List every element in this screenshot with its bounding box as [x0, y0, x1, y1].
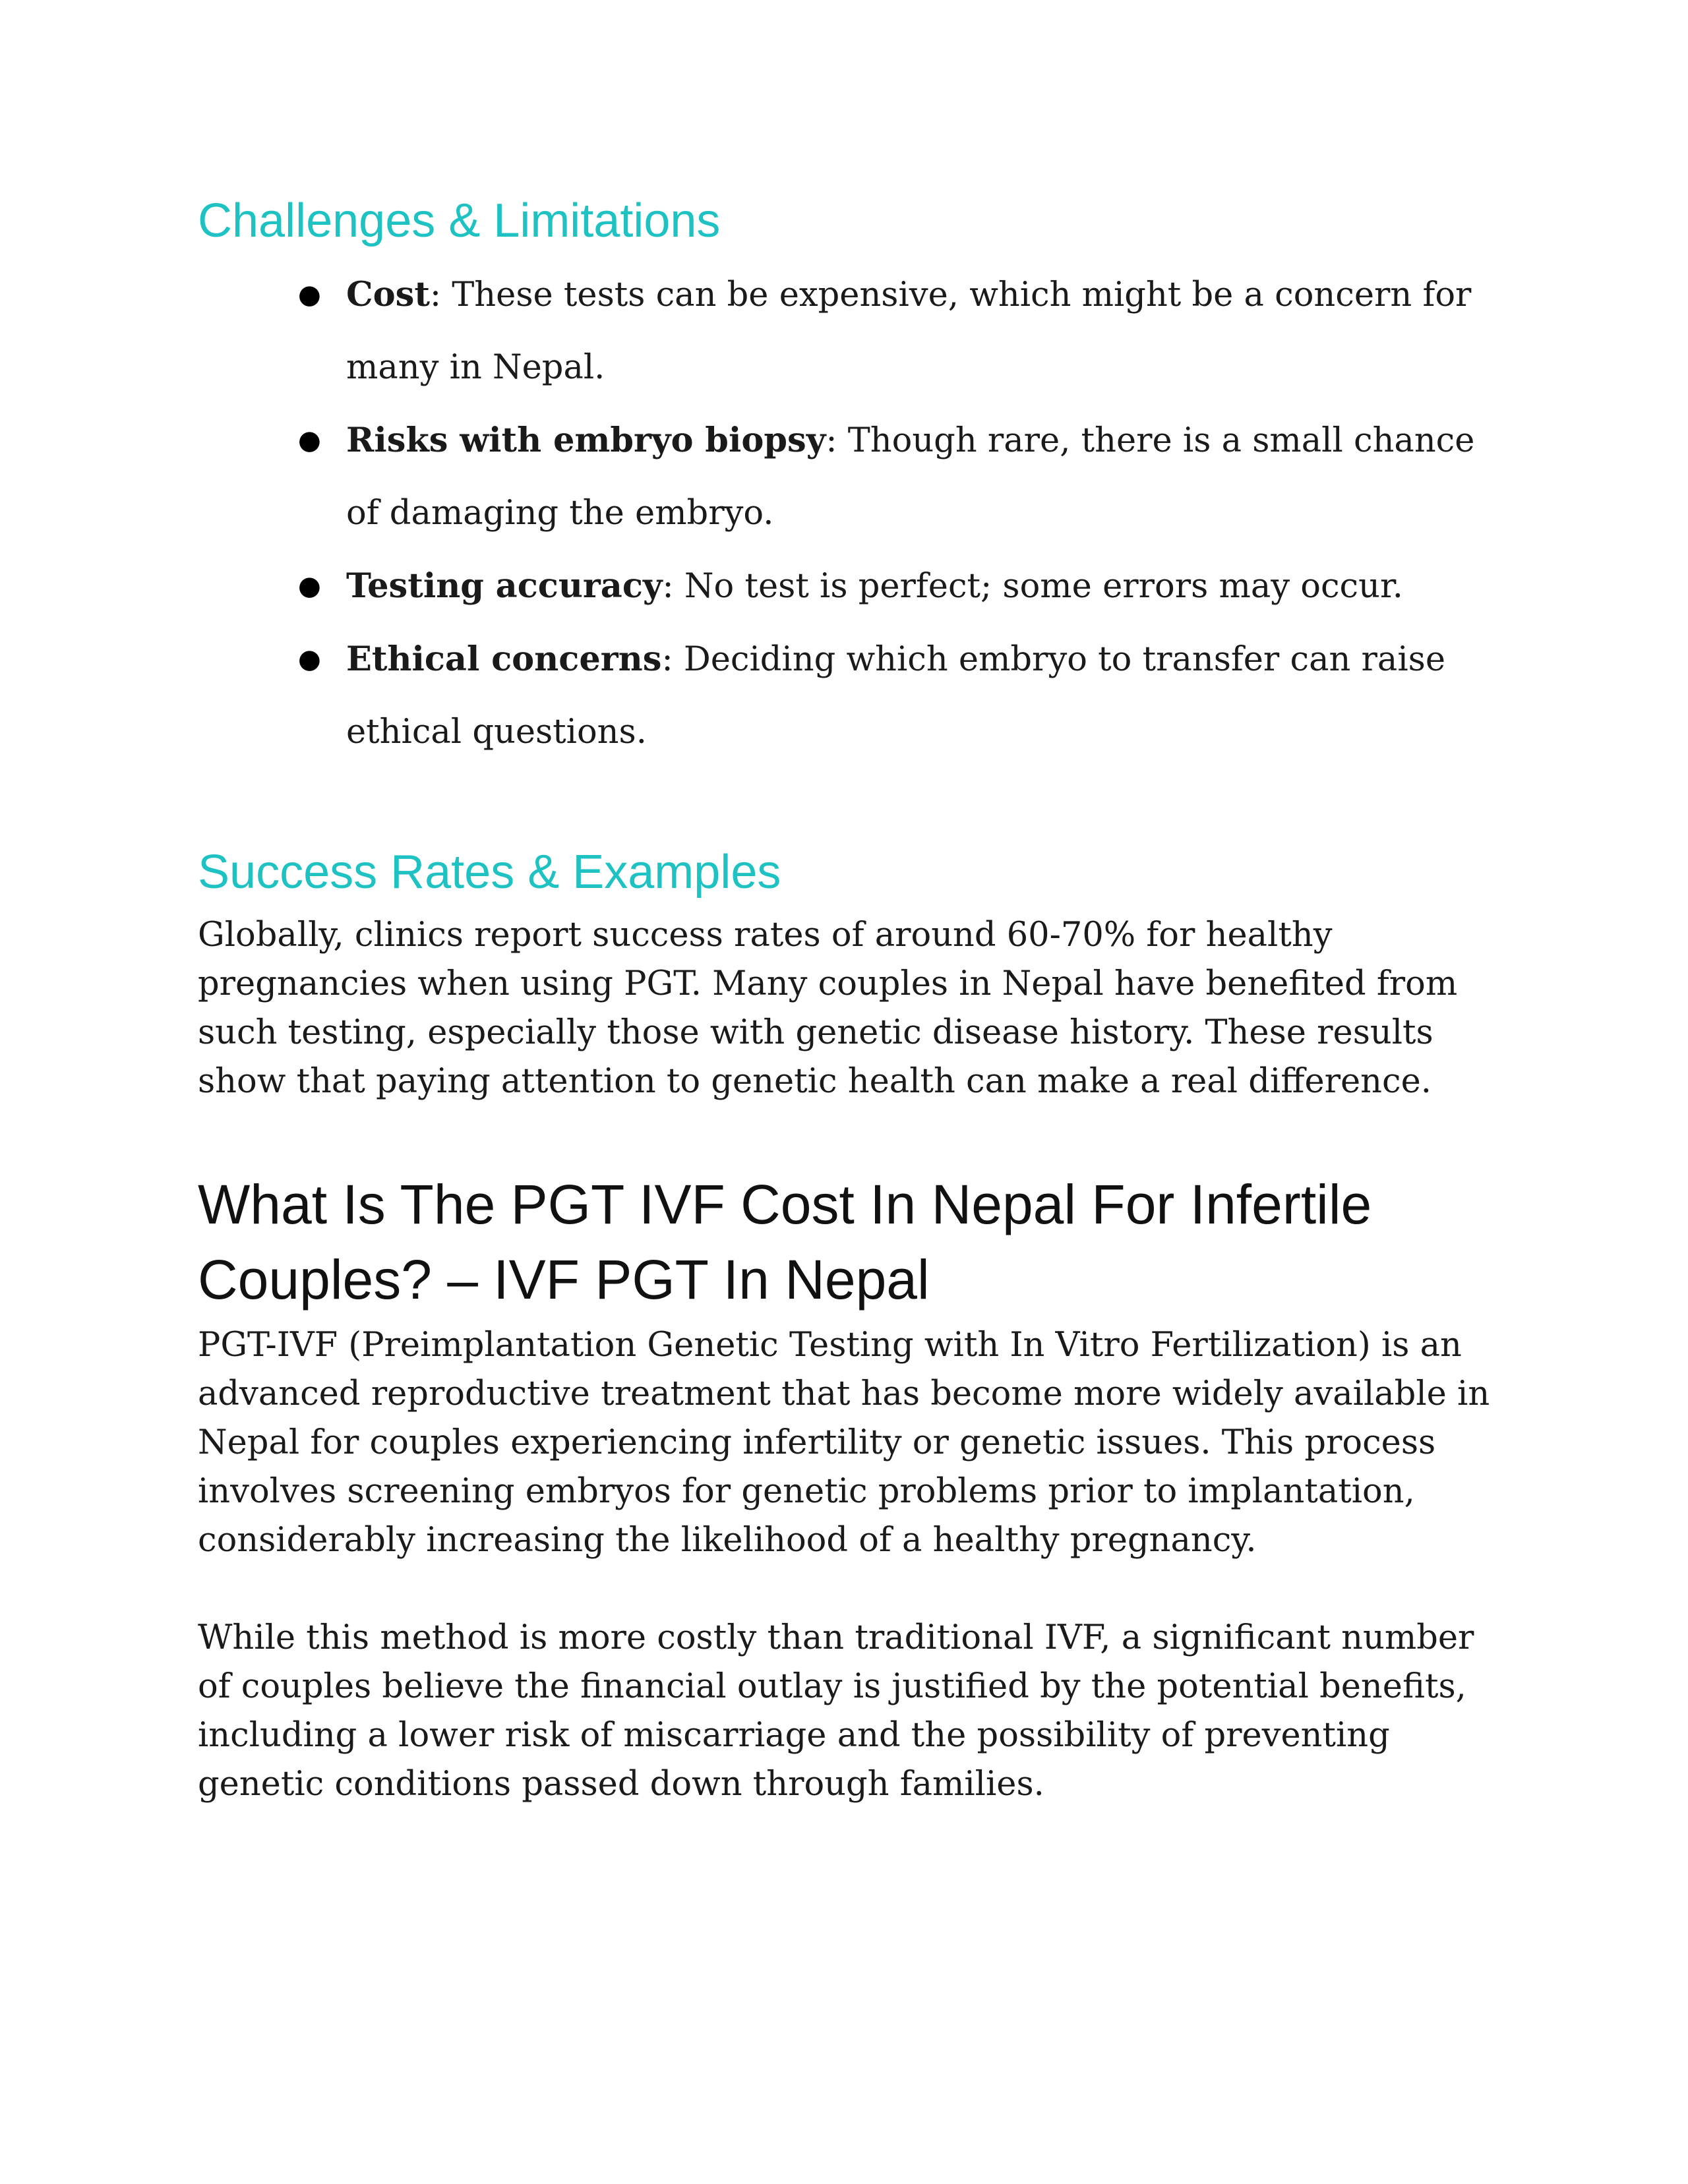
challenges-list [198, 258, 1490, 769]
bullet-icon: ● [298, 425, 321, 456]
cost-heading: What Is The PGT IVF Cost In Nepal For Infertile Couples? – IVF PGT In Nepal [198, 1173, 1372, 1311]
bullet-icon: ● [298, 571, 321, 601]
list-item-text: : These tests can be expensive, which might be a concern for many in Nepal. [346, 276, 1472, 387]
list-item-text: : Though rare, there is a small chance of damaging the embryo. [346, 421, 1475, 533]
challenges-heading: Challenges & Limitations [198, 194, 721, 247]
document-page [198, 191, 1490, 1809]
list-item [298, 550, 1490, 623]
list-item [298, 258, 1490, 404]
list-item [298, 623, 1490, 769]
list-item-term: Testing accuracy [346, 566, 663, 606]
list-item-text: : No test is perfect; some errors may occur. [662, 567, 1403, 606]
list-item-text: : Deciding which embryo to transfer can raise ethical questions. [346, 640, 1446, 752]
cost-paragraph-2: While this method is more costly than traditional IVF, a significant number of couples believe the financial outlay is justified by the potential benefits, including a lower risk of miscarriage and the possibility of preventing genetic conditions passed down through families. [198, 1618, 1474, 1804]
cost-paragraph-1: PGT-IVF (Preimplantation Genetic Testing with In Vitro Fertilization) is an advanced reproductive treatment that has become more widely available in Nepal for couples experiencing infertility or genetic issues. This process involves screening embryos for genetic problems prior to implantation, considerably increasing the likelihood of a healthy pregnancy. [198, 1326, 1490, 1560]
success-paragraph: Globally, clinics report success rates of around 60-70% for healthy pregnancies when using PGT. Many couples in Nepal have benefited from such testing, especially those with genetic disease history. These results show that paying attention to genetic health can make a real difference. [198, 916, 1458, 1101]
bullet-icon: ● [298, 280, 321, 310]
list-item-term: Ethical concerns [346, 639, 662, 679]
list-item-term: Risks with embryo biopsy [346, 421, 826, 460]
success-heading: Success Rates & Examples [198, 846, 781, 899]
bullet-icon: ● [298, 644, 321, 674]
list-item [298, 404, 1490, 550]
list-item-term: Cost [346, 275, 430, 314]
